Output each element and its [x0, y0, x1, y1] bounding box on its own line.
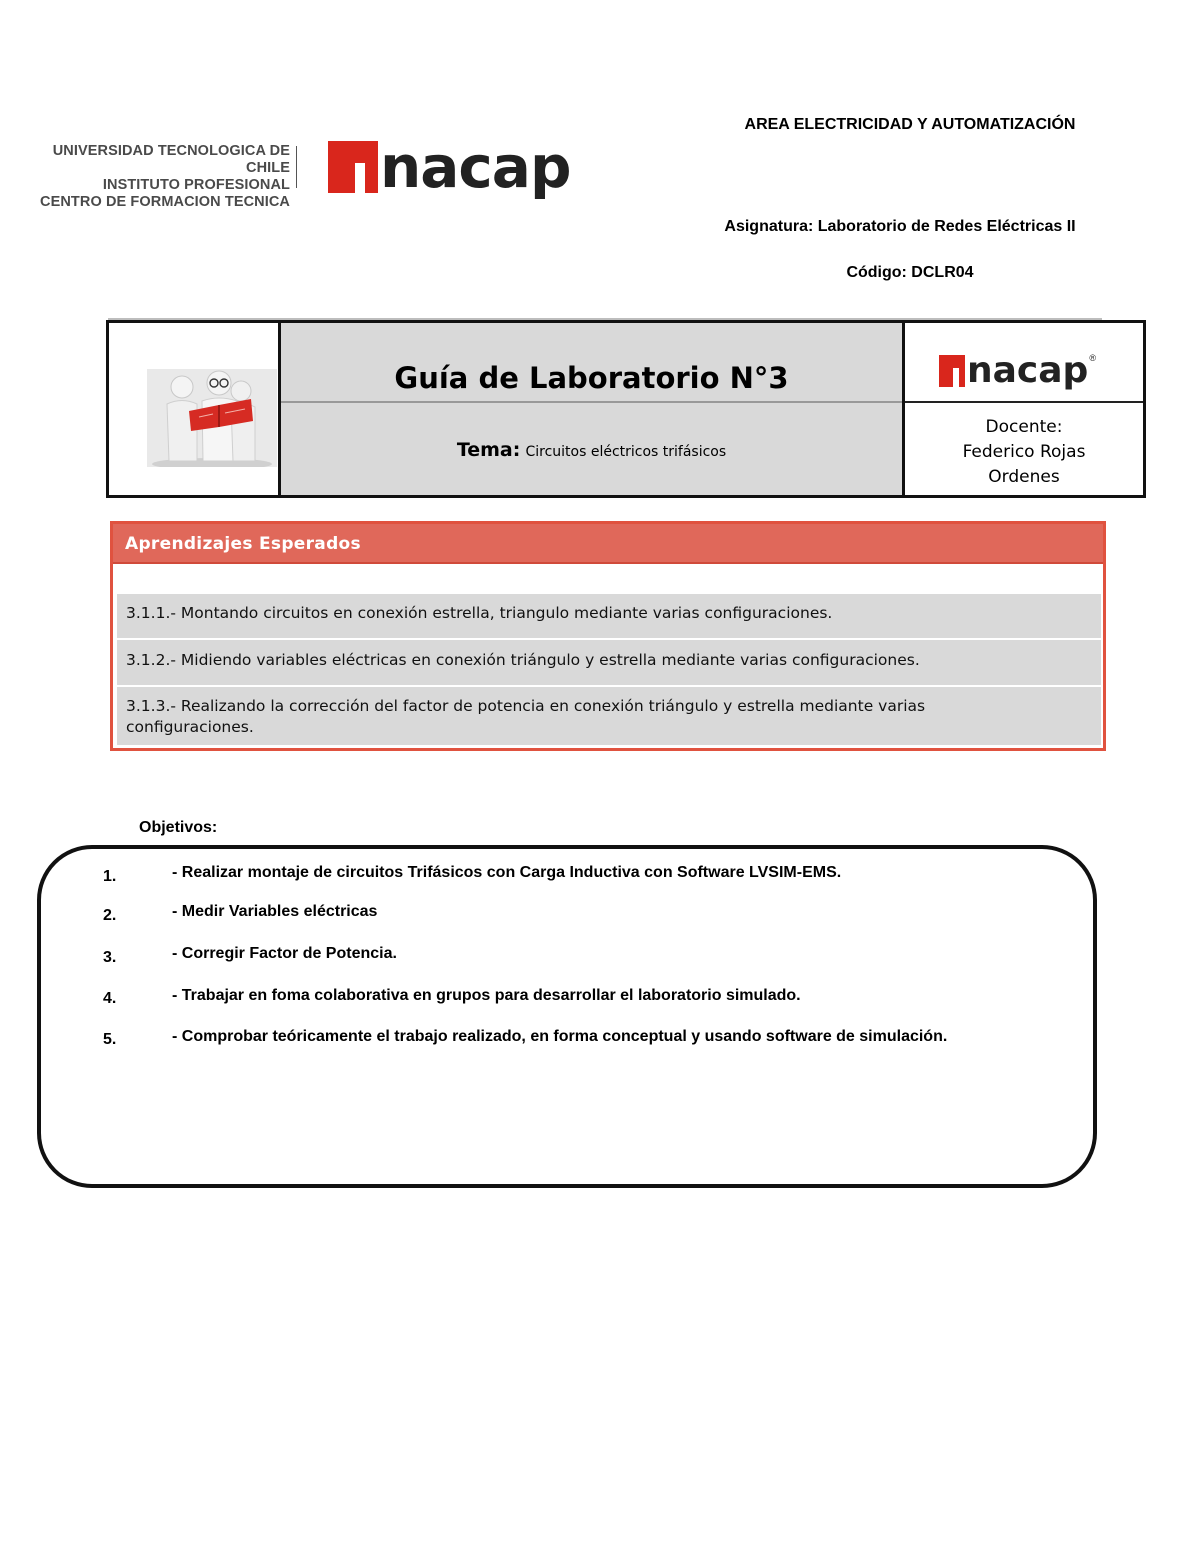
logo-separator	[296, 146, 297, 188]
aprendizaje-text-1: 3.1.1.- Montando circuitos en conexión estrella, triangulo mediante varias configuraciones.	[126, 604, 833, 622]
docente-label: Docente:	[985, 417, 1063, 437]
objetivos-box	[37, 845, 1097, 1188]
asignatura: Asignatura: Laboratorio de Redes Eléctricas II	[724, 218, 1076, 235]
objetivo-text-1: - Realizar montaje de circuitos Trifásicos con Carga Inductiva con Software LVSIM-EMS.	[172, 864, 842, 881]
docente-name-2: Ordenes	[988, 467, 1060, 487]
objetivo-num-3: 3.	[103, 949, 117, 966]
objetivo-num-4: 4.	[103, 990, 117, 1007]
guide-image-cell	[109, 323, 281, 495]
aprendizaje-text-3b: configuraciones.	[126, 718, 254, 736]
guide-title-cell	[281, 323, 905, 495]
inacap-logo	[328, 133, 571, 201]
objetivo-num-1: 1.	[103, 868, 117, 885]
registered-icon: ®	[1089, 353, 1096, 363]
objetivos-title: Objetivos:	[139, 819, 218, 836]
institution-line-3: CENTRO DE FORMACION TECNICA	[40, 194, 290, 210]
guide-header-table	[106, 320, 1146, 498]
guide-mid-divider	[281, 401, 902, 403]
institution-text	[20, 143, 290, 211]
aprendizajes-header	[113, 524, 1103, 564]
inacap-small-logo-text: nacap	[967, 350, 1089, 391]
inacap-logo-text: nacap	[380, 133, 571, 201]
aprendizaje-item-2	[117, 640, 1101, 687]
codigo: Código: DCLR04	[846, 264, 974, 281]
objetivo-text-5: - Comprobar teóricamente el trabajo realizado, en forma conceptual y usando software de simulación.	[172, 1028, 948, 1045]
guide-right-divider	[905, 401, 1143, 403]
docente-block	[905, 415, 1143, 490]
tema-label: Tema:	[456, 439, 521, 461]
institution-line-1: UNIVERSIDAD TECNOLOGICA DE CHILE	[52, 143, 290, 176]
institution-line-2: INSTITUTO PROFESIONAL	[102, 177, 290, 193]
objetivo-text-2: - Medir Variables eléctricas	[172, 903, 378, 920]
aprendizajes-title: Aprendizajes Esperados	[125, 534, 361, 554]
docente-name-1: Federico Rojas	[962, 442, 1086, 462]
guide-title: Guía de Laboratorio N°3	[394, 361, 789, 395]
guide-tema	[281, 439, 902, 461]
inacap-small-logo-mark	[939, 355, 965, 387]
aprendizajes-box	[110, 521, 1106, 751]
aprendizaje-text-2: 3.1.2.- Midiendo variables eléctricas en conexión triángulo y estrella mediante varias configuraciones.	[126, 651, 920, 669]
inacap-logo-mark	[328, 141, 378, 193]
objetivo-text-4: - Trabajar en foma colaborativa en grupos para desarrollar el laboratorio simulado.	[172, 987, 801, 1004]
objetivo-num-5: 5.	[103, 1031, 117, 1048]
guide-right-cell	[905, 323, 1143, 495]
aprendizaje-text-3a: 3.1.3.- Realizando la corrección del factor de potencia en conexión triángulo y estrella mediante varias	[126, 697, 926, 715]
area-title: AREA ELECTRICIDAD Y AUTOMATIZACIÓN	[744, 116, 1076, 133]
inacap-small-logo	[939, 350, 1096, 391]
aprendizaje-item-3	[117, 687, 1101, 745]
aprendizaje-item-1	[117, 594, 1101, 640]
objetivo-num-2: 2.	[103, 907, 117, 924]
tema-value: Circuitos eléctricos trifásicos	[525, 444, 727, 460]
objetivo-text-3: - Corregir Factor de Potencia.	[172, 945, 397, 962]
people-reading-illustration	[147, 369, 277, 467]
